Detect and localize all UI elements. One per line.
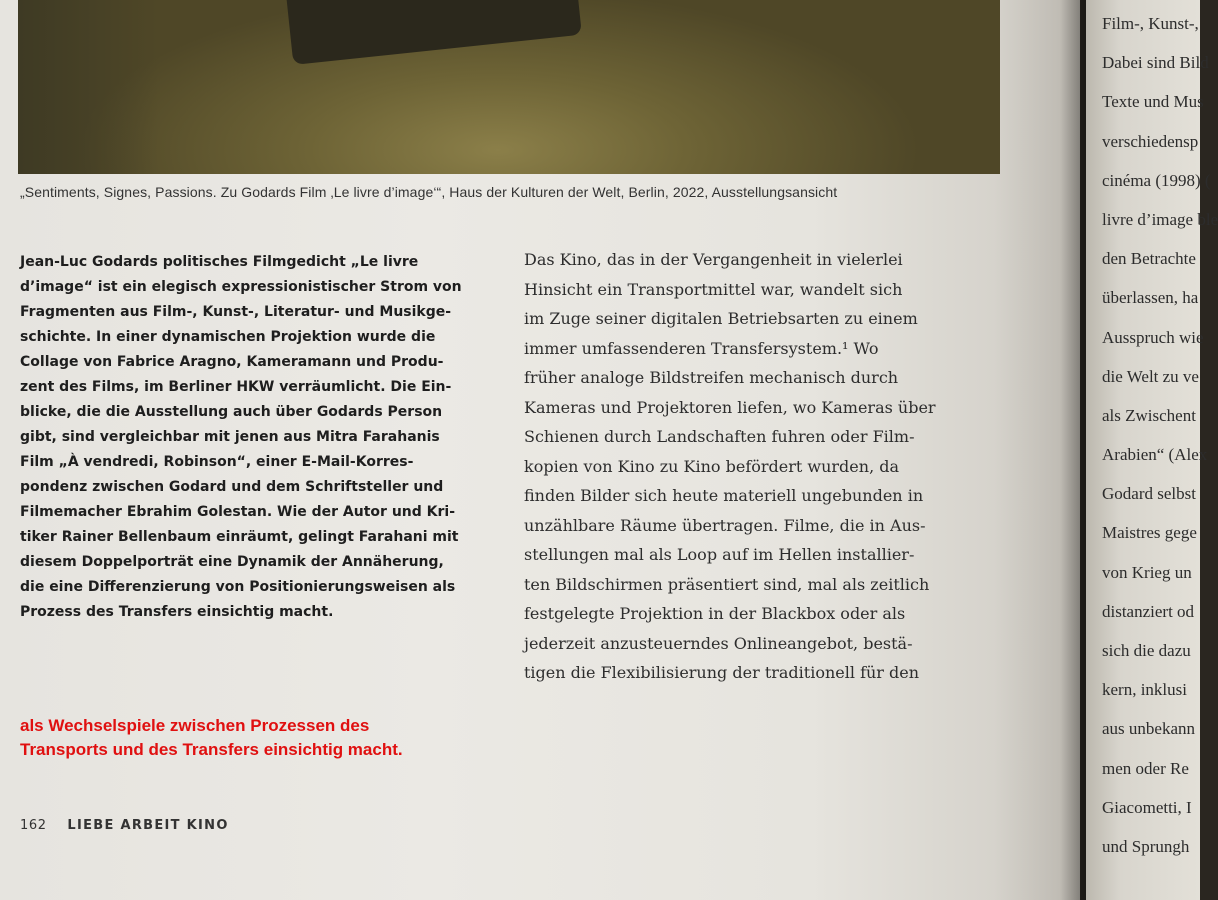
next-page-line: Film-, Kunst-, — [1102, 14, 1199, 33]
intro-line: Film „À vendredi, Robinson“, einer E-Mail-Korres- — [20, 454, 414, 470]
next-page-line: Ausspruch wie — [1102, 327, 1204, 347]
body-line: festgelegte Projektion in der Blackbox oder als — [524, 604, 906, 623]
intro-line: Filmemacher Ebrahim Golestan. Wie der Autor und Kri- — [20, 504, 456, 520]
page-footer — [20, 818, 229, 833]
body-text-column — [524, 245, 994, 688]
page-number: 162 — [20, 818, 47, 833]
body-line: immer umfassenderen Transfersystem.¹ Wo — [524, 338, 879, 358]
next-page-line: cinéma (1998) ( — [1102, 170, 1211, 190]
next-page-line: kern, inklusi — [1102, 680, 1187, 700]
body-line: jederzeit anzusteuerndes Onlineangebot, bestä- — [524, 633, 913, 653]
body-line: früher analoge Bildstreifen mechanisch durch — [524, 368, 899, 387]
next-page-text — [1102, 4, 1218, 866]
red-correction-note — [20, 714, 490, 762]
next-page-line: von Krieg un — [1102, 562, 1192, 582]
intro-line: pondenz zwischen Godard und dem Schriftsteller und — [20, 479, 444, 495]
next-page-line: überlassen, ha — [1102, 288, 1199, 308]
intro-line: gibt, sind vergleichbar mit jenen aus Mitra Farahanis — [20, 429, 440, 445]
photo-shadow — [18, 0, 158, 174]
next-page-line: die Welt zu ve — [1102, 366, 1199, 386]
body-line: Kameras und Projektoren liefen, wo Kameras über — [524, 397, 936, 417]
body-line: Hinsicht ein Transportmittel war, wandelt sich — [524, 279, 903, 299]
next-page-line: Maistres gege — [1102, 523, 1197, 543]
body-line: stellungen mal als Loop auf im Hellen installier- — [524, 545, 915, 564]
book-page-right-edge — [1086, 0, 1218, 900]
running-title: LIEBE ARBEIT KINO — [67, 818, 229, 833]
intro-line: die eine Differenzierung von Positionierungsweisen als — [20, 579, 456, 595]
photo-caption: „Sentiments, Signes, Passions. Zu Godards Film ‚Le livre d’image‘“, Haus der Kulturen der Welt, Berlin, 2022, Ausstellungsansicht — [20, 184, 838, 200]
next-page-line: und Sprungh — [1102, 836, 1190, 856]
intro-line: d’image“ ist ein elegisch expressionistischer Strom von — [20, 279, 462, 295]
intro-line: Jean-Luc Godards politisches Filmgedicht „Le livre — [20, 254, 419, 270]
correction-line: als Wechselspiele zwischen Prozessen des — [20, 716, 370, 735]
next-page-line: aus unbekann — [1102, 719, 1196, 739]
body-line: kopien von Kino zu Kino befördert wurden, da — [524, 456, 900, 476]
next-page-line: Arabien“ (Alex — [1102, 445, 1208, 465]
next-page-line: Giacometti, I — [1102, 797, 1192, 817]
body-line: unzählbare Räume übertragen. Filme, die in Aus- — [524, 515, 926, 535]
intro-line: Collage von Fabrice Aragno, Kameramann und Produ- — [20, 354, 444, 370]
intro-line: zent des Films, im Berliner HKW verräumlicht. Die Ein- — [20, 379, 452, 395]
next-page-line: den Betrachte — [1102, 249, 1196, 269]
body-line: tigen die Flexibilisierung der traditionell für den — [524, 663, 920, 682]
intro-line: Fragmenten aus Film-, Kunst-, Literatur- und Musikge- — [20, 304, 452, 320]
body-line: finden Bilder sich heute materiell ungebunden in — [524, 486, 924, 505]
photo-dark-object — [284, 0, 582, 65]
body-line: Schienen durch Landschaften fuhren oder Film- — [524, 427, 915, 446]
next-page-line: Godard selbst — [1102, 484, 1196, 504]
next-page-line: distanziert od — [1102, 601, 1195, 621]
next-page-line: men oder Re — [1102, 758, 1189, 778]
correction-line: Transports und des Transfers einsichtig macht. — [20, 740, 403, 759]
next-page-line: verschiedensp — [1102, 131, 1199, 151]
next-page-line: Dabei sind Bild — [1102, 53, 1209, 73]
exhibition-photo — [18, 0, 1000, 174]
next-page-line: Texte und Mus — [1102, 92, 1204, 112]
intro-line: diesem Doppelporträt eine Dynamik der Annäherung, — [20, 554, 444, 570]
body-line: ten Bildschirmen präsentiert sind, mal als zeitlich — [524, 574, 930, 594]
next-page-line: livre d’image ble — [1102, 209, 1218, 229]
next-page-line: als Zwischent — [1102, 405, 1196, 425]
intro-line: blicke, die die Ausstellung auch über Godards Person — [20, 404, 443, 420]
body-line: im Zuge seiner digitalen Betriebsarten zu einem — [524, 309, 918, 328]
intro-paragraph — [20, 250, 490, 625]
intro-line: tiker Rainer Bellenbaum einräumt, gelingt Farahani mit — [20, 529, 459, 545]
intro-line: schichte. In einer dynamischen Projektion wurde die — [20, 329, 436, 345]
body-line: Das Kino, das in der Vergangenheit in vielerlei — [524, 250, 903, 269]
next-page-line: sich die dazu — [1102, 641, 1191, 660]
intro-line: Prozess des Transfers einsichtig macht. — [20, 604, 334, 620]
